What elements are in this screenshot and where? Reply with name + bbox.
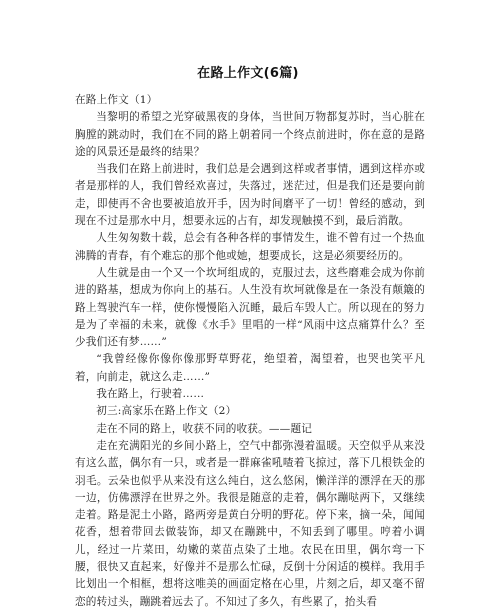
paragraph: 当我们在路上前进时，我们总是会遇到这样或者事情，遇到这样亦或者是那样的人，我们曾经欢喜过，失落过，迷茫过，但是我们还是要向前走，即使再不舍也要被追放开手，因为时间磨平了一切！曾经的感动，到现在不过是那水中月，想要永远的占有，却发现触摸不到，最后消散。 <box>75 163 425 228</box>
paragraph: 走在充满阳光的乡间小路上，空气中都弥漫着温暖。天空似乎从来没有这么蓝，偶尔有一只，或者是一群麻雀吼喳着飞掠过，落下几根铁金的羽毛。云朵也似乎从来没有这么纯白，这么悠闲，懒洋洋的漂浮在天的那一边，仿佛漂浮在世界之外。我很是随意的走着，偶尔蹦哒两下，又继续走着。路是泥土小路，路两旁是黄白分明的野花。停下来，摘一朵，闻闻花香，想着带回去做装饰，却又在蹦跳中，不知丢到了哪里。哼着小调儿，经过一片菜田，幼嫩的菜苗点染了土地。农民在田里，偶尔弯一下腰，很快又直起来，好像并不是那么忙碌，反倒十分闲适的模样。我用手比划出一个相框，想将这唯美的画面定格在心里，片刻之后，却又毫不留恋的转过头，蹦跳着远去了。不知过了多久，有些累了，抬头看 <box>75 439 425 608</box>
quote-paragraph: “我曾经像你像你像那野草野花，绝望着，渴望着，也哭也笑平凡着，向前走，就这么走……” <box>75 353 425 383</box>
paragraph: 当黎明的希望之光穿破黑夜的身体，当世间万物都复苏时，当心脏在胸膛的跳动时，我们在不同的路上朝着同一个终点前进时，你在意的是路途的风景还是最终的结果？ <box>75 111 425 158</box>
paragraph: 人生匆匆数十载，总会有各种各样的事情发生，谁不曾有过一个热血沸腾的青春，有个难忘的那个他或她，想要成长，这是必须要经历的。 <box>75 232 425 262</box>
paragraph: 我在路上，行驶着…… <box>96 388 205 401</box>
document-body <box>75 92 425 611</box>
paragraph: 人生就是由一个又一个坎坷组成的，克服过去，这些磨难会成为你前进的路基，想成为你向上的基石。人生没有坎坷就像是在一条没有颠簸的路上驾驶汽车一样，使你慢慢陷入沉睡，最后车毁人亡。所以现在的努力是为了幸福的未来，就像《水手》里唱的一样“风雨中这点痛算什么？至少我们还有梦……” <box>75 266 425 349</box>
epigraph: 走在不同的路上，收获不同的收获。——题记 <box>96 422 313 435</box>
section-heading: 初三:高家乐在路上作文（2） <box>96 405 237 418</box>
document-title: 在路上作文(6篇) <box>197 66 299 81</box>
section-heading: 在路上作文（1） <box>75 94 158 106</box>
